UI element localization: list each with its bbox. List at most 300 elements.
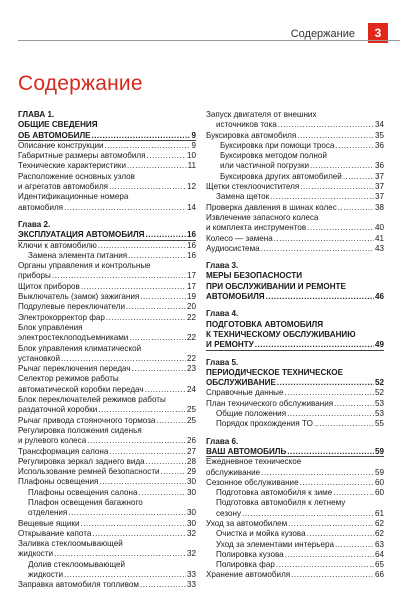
toc-entry-title: ОБ АВТОМОБИЛЕ xyxy=(18,130,91,140)
toc-page-number: 60 xyxy=(374,477,384,487)
toc-chapter-line xyxy=(206,282,384,292)
toc-entry xyxy=(18,161,196,171)
toc-entry-title: Замена элемента питания xyxy=(28,250,128,260)
toc-entry xyxy=(18,508,196,518)
dot-leader xyxy=(278,120,374,130)
toc-page-number: 43 xyxy=(374,243,384,253)
toc-entry-title: МЕРЫ БЕЗОПАСНОСТИ xyxy=(206,271,303,281)
toc-page-number: 22 xyxy=(186,312,196,322)
dot-leader xyxy=(270,192,374,202)
dot-leader xyxy=(127,161,187,171)
dot-leader xyxy=(61,354,186,364)
toc-page-number: 41 xyxy=(374,233,384,243)
toc-chapter-line xyxy=(206,330,384,340)
dot-leader xyxy=(291,570,374,580)
dot-leader xyxy=(338,203,374,213)
toc-entry-title: Ежедневное техническое xyxy=(206,457,302,467)
toc-page-number: 32 xyxy=(186,528,196,538)
toc-entry-title: Открывание капота xyxy=(18,528,92,538)
dot-leader xyxy=(287,409,374,419)
toc-entry xyxy=(18,519,196,529)
toc-entry xyxy=(18,416,196,426)
toc-page-number: 60 xyxy=(374,488,384,498)
toc-page-number: 36 xyxy=(374,161,384,171)
toc-entry-title: Плафоны освещения xyxy=(18,477,99,487)
toc-entry xyxy=(18,488,196,498)
toc-entry-title: Проверка давления в шинах колес xyxy=(206,202,337,212)
toc-entry xyxy=(206,203,384,213)
toc-entry-title: Буксировка других автомобилей xyxy=(220,171,342,181)
toc-page-number: 35 xyxy=(374,130,384,140)
dot-leader xyxy=(156,416,186,426)
toc-entry-title: Идентификационные номера xyxy=(18,192,129,202)
toc-entry-title: И РЕМОНТУ xyxy=(206,340,254,350)
dot-leader xyxy=(80,519,186,529)
dot-leader xyxy=(300,182,374,192)
toc-page-number: 38 xyxy=(374,202,384,212)
dot-leader xyxy=(307,223,374,233)
toc-page-number: 40 xyxy=(374,223,384,233)
toc-entry-title: Подрулевые переключатели xyxy=(18,302,126,312)
toc-entry-title: Заправка автомобиля топливом xyxy=(18,580,139,590)
dot-leader xyxy=(64,570,186,580)
toc-entry xyxy=(206,192,384,202)
toc-chapter-line xyxy=(18,120,196,130)
toc-entry xyxy=(206,457,384,467)
toc-entry-title: Блок управления климатической xyxy=(18,343,142,353)
toc-entry-title: Рычаг переключения передач xyxy=(18,364,131,374)
toc-chapter-line xyxy=(206,292,384,302)
toc-entry xyxy=(18,182,196,192)
toc-entry xyxy=(18,477,196,487)
toc-entry xyxy=(18,447,196,457)
toc-chapter-line xyxy=(206,271,384,281)
dot-leader xyxy=(132,364,186,374)
toc-page-number: 62 xyxy=(374,518,384,528)
toc-entry xyxy=(206,182,384,192)
toc-entry-title: Аудиосистема xyxy=(206,243,260,253)
toc-entry-title: и комплекта инструментов xyxy=(206,223,307,233)
toc-entry-title: Расположение основных узлов xyxy=(18,171,135,181)
toc-entry xyxy=(18,364,196,374)
toc-entry-title: сезону xyxy=(216,508,242,518)
toc-chapter-line xyxy=(206,368,384,378)
toc-entry xyxy=(206,560,384,570)
toc-entry xyxy=(18,385,196,395)
dot-leader xyxy=(128,251,186,261)
toc-entry-title: Электрокорректор фар xyxy=(18,312,105,322)
toc-entry-title: и рулевого колеса xyxy=(18,436,87,446)
toc-entry xyxy=(18,192,196,202)
toc-entry-title: ЭКСПЛУАТАЦИЯ АВТОМОБИЛЯ xyxy=(18,230,145,240)
toc-page-number: 53 xyxy=(374,409,384,419)
toc-entry xyxy=(206,388,384,398)
toc-chapter-line xyxy=(206,309,384,319)
toc-entry-title: установкой xyxy=(18,353,61,363)
dot-leader xyxy=(335,141,374,151)
dot-leader xyxy=(105,141,191,151)
toc-entry xyxy=(18,344,196,354)
toc-chapter-line xyxy=(206,261,384,271)
dot-leader xyxy=(64,203,186,213)
dot-leader xyxy=(81,282,186,292)
toc-chapter-line xyxy=(18,230,196,240)
toc-entry-title: План технического обслуживания xyxy=(206,398,334,408)
toc-page-number: 34 xyxy=(374,120,384,130)
dot-leader xyxy=(54,549,186,559)
toc-entry xyxy=(206,120,384,130)
toc-entry-title: жидкости xyxy=(28,570,64,580)
toc-entry xyxy=(18,333,196,343)
toc-entry xyxy=(18,570,196,580)
toc-entry-title: раздаточной коробки xyxy=(18,405,98,415)
toc-entry-title: К ТЕХНИЧЕСКОМУ ОБСЛУЖИВАНИЮ xyxy=(206,329,356,339)
toc-page-number: 10 xyxy=(186,151,196,161)
toc-entry-title: Извлечение запасного колеса xyxy=(206,212,319,222)
toc-entry-title: Колесо — замена xyxy=(206,233,273,243)
page-header xyxy=(0,0,400,44)
dot-leader xyxy=(161,467,186,477)
toc-page-number: 29 xyxy=(186,467,196,477)
toc-page-number: 17 xyxy=(186,271,196,281)
toc-page-number: 16 xyxy=(186,230,196,240)
toc-entry-title: ГЛАВА 1. xyxy=(18,110,55,119)
toc-entry-title: Уход за элементами интерьера xyxy=(216,539,334,549)
toc-entry xyxy=(206,223,384,233)
toc-entry xyxy=(18,271,196,281)
toc-entry xyxy=(18,203,196,213)
toc-entry-title: Буксировка методом полной xyxy=(220,151,327,161)
toc-entry xyxy=(18,405,196,415)
dot-leader xyxy=(129,333,186,343)
toc-entry-title: Очистка и мойка кузова xyxy=(216,529,306,539)
toc-entry xyxy=(18,313,196,323)
toc-entry xyxy=(18,426,196,436)
toc-entry xyxy=(18,374,196,384)
toc-page-number: 37 xyxy=(374,171,384,181)
toc-entry-title: Блок управления xyxy=(18,322,83,332)
toc-page-number: 23 xyxy=(186,364,196,374)
toc-entry-title: источников тока xyxy=(216,120,277,130)
dot-leader xyxy=(99,477,186,487)
toc-entry-title: Полировка фар xyxy=(216,560,275,570)
toc-page-number: 61 xyxy=(374,508,384,518)
toc-entry-title: Хранение автомобиля xyxy=(206,570,291,580)
toc-chapter-line xyxy=(206,320,384,330)
dot-leader xyxy=(288,519,374,529)
toc-entry xyxy=(206,570,384,580)
toc-entry-title: Селектор режимов работы xyxy=(18,374,119,384)
toc-page-number: 59 xyxy=(374,446,384,456)
dot-leader xyxy=(140,292,186,302)
toc-entry-title: ПРИ ОБСЛУЖИВАНИИ И РЕМОНТЕ xyxy=(206,281,346,291)
toc-chapter-line xyxy=(206,358,384,368)
toc-entry xyxy=(206,244,384,254)
toc-entry xyxy=(18,457,196,467)
toc-page-number: 26 xyxy=(186,436,196,446)
dot-leader xyxy=(92,529,186,539)
toc-entry-title: автоматической коробки передач xyxy=(18,384,144,394)
toc-entry xyxy=(18,302,196,312)
toc-page-number: 37 xyxy=(374,192,384,202)
toc-chapter-line xyxy=(18,110,196,120)
toc-entry xyxy=(18,560,196,570)
toc-entry-title: Плафон освещения багажного xyxy=(28,497,143,507)
dot-leader xyxy=(285,550,374,560)
running-head: Содержание xyxy=(290,28,355,40)
dot-leader xyxy=(109,182,186,192)
toc-page-number: 20 xyxy=(186,302,196,312)
toc-page-number: 14 xyxy=(186,202,196,212)
toc-entry-title: Выключатель (замок) зажигания xyxy=(18,292,140,302)
toc-entry-title: обслуживание xyxy=(206,467,261,477)
toc-page-number: 19 xyxy=(186,292,196,302)
toc-entry-title: Глава 2. xyxy=(18,219,51,229)
dot-leader xyxy=(145,385,186,395)
toc-entry xyxy=(206,141,384,151)
dot-leader xyxy=(126,302,186,312)
toc-entry-title: автомобиля xyxy=(18,202,64,212)
toc-entry xyxy=(206,519,384,529)
toc-entry-title: Технические характеристики xyxy=(18,161,126,171)
toc-entry xyxy=(18,151,196,161)
toc-entry-title: Справочные данные xyxy=(206,388,284,398)
toc-page-number: 16 xyxy=(186,240,196,250)
toc-page-number: 27 xyxy=(186,446,196,456)
toc-page-number: 28 xyxy=(186,456,196,466)
toc-entry xyxy=(206,213,384,223)
toc-page-number: 17 xyxy=(186,281,196,291)
toc-chapter-line xyxy=(206,437,384,447)
toc-page-number: 59 xyxy=(374,467,384,477)
toc-entry xyxy=(206,468,384,478)
dot-leader xyxy=(297,131,374,141)
toc-entry xyxy=(206,550,384,560)
toc-page-number: 25 xyxy=(186,415,196,425)
toc-page-number: 30 xyxy=(186,508,196,518)
toc-entry xyxy=(18,172,196,182)
toc-page-number: 36 xyxy=(374,140,384,150)
toc-entry-title: Замена щеток xyxy=(216,192,270,202)
toc-entry xyxy=(206,151,384,161)
toc-page-number: 33 xyxy=(186,580,196,590)
toc-entry xyxy=(206,540,384,550)
dot-leader xyxy=(98,405,186,415)
toc-entry-title: электростеклоподъемниками xyxy=(18,333,129,343)
toc-entry xyxy=(18,467,196,477)
toc-entry-title: отделения xyxy=(28,508,68,518)
toc-page-number: 66 xyxy=(374,570,384,580)
dot-leader xyxy=(242,509,374,519)
toc-entry-title: Использование ремней безопасности xyxy=(18,467,160,477)
toc-entry xyxy=(18,323,196,333)
toc-page-number: 12 xyxy=(186,182,196,192)
toc-entry-title: Трансформация салона xyxy=(18,446,109,456)
toc-page-number: 9 xyxy=(191,130,196,140)
dot-leader xyxy=(146,457,186,467)
toc-page-number: 30 xyxy=(186,487,196,497)
toc-page-number: 55 xyxy=(374,419,384,429)
toc-entry-title: Глава 5. xyxy=(206,357,239,367)
header-rule xyxy=(18,40,400,41)
toc-entry xyxy=(206,110,384,120)
dot-leader xyxy=(106,313,186,323)
toc-chapter-line xyxy=(206,447,384,457)
toc-entry xyxy=(18,282,196,292)
toc-page-number: 63 xyxy=(374,539,384,549)
toc-entry xyxy=(18,261,196,271)
toc-entry-title: ПЕРИОДИЧЕСКОЕ ТЕХНИЧЕСКОЕ xyxy=(206,367,343,377)
dot-leader xyxy=(139,488,186,498)
toc-entry-title: Габаритные размеры автомобиля xyxy=(18,151,146,161)
chapter-underline xyxy=(206,302,384,303)
toc-chapter-line xyxy=(206,378,384,388)
toc-entry-title: и агрегатов автомобиля xyxy=(18,182,109,192)
dot-leader xyxy=(343,172,374,182)
toc-page-number: 30 xyxy=(186,477,196,487)
toc-entry-title: Органы управления и контрольные xyxy=(18,261,151,271)
toc-entry xyxy=(18,292,196,302)
toc-entry-title: Заливка стеклоомывающей xyxy=(18,539,123,549)
toc-chapter-line xyxy=(18,131,196,141)
toc-entry xyxy=(206,529,384,539)
toc-entry xyxy=(206,172,384,182)
toc-entry xyxy=(18,241,196,251)
toc-page-number: 46 xyxy=(374,292,384,302)
toc-page-number: 62 xyxy=(374,529,384,539)
toc-entry-title: жидкости xyxy=(18,549,54,559)
toc-entry-title: Плафоны освещения салона xyxy=(28,487,138,497)
toc-left-column xyxy=(18,110,196,591)
toc-entry xyxy=(206,161,384,171)
toc-right-column xyxy=(206,110,384,581)
toc-entry xyxy=(18,529,196,539)
toc-page-number: 22 xyxy=(186,353,196,363)
toc-entry xyxy=(18,251,196,261)
toc-entry-title: приборы xyxy=(18,271,51,281)
toc-page-number: 16 xyxy=(186,250,196,260)
toc-entry-title: Буксировка при помощи троса xyxy=(220,140,335,150)
dot-leader xyxy=(261,244,374,254)
toc-page-number: 32 xyxy=(186,549,196,559)
chapter-underline xyxy=(206,350,384,351)
toc-entry xyxy=(206,234,384,244)
toc-entry xyxy=(18,395,196,405)
page-number-badge: 3 xyxy=(368,23,388,43)
toc-entry xyxy=(206,498,384,508)
toc-entry-title: Запуск двигателя от внешних xyxy=(206,110,317,119)
toc-page-number: 9 xyxy=(191,140,196,150)
toc-page-number: 52 xyxy=(374,388,384,398)
dot-leader xyxy=(276,560,374,570)
toc-entry-title: ОБЩИЕ СВЕДЕНИЯ xyxy=(18,120,98,130)
toc-chapter-line xyxy=(18,220,196,230)
toc-entry-title: ОБСЛУЖИВАНИЕ xyxy=(206,378,276,388)
toc-entry xyxy=(18,539,196,549)
toc-page-number: 25 xyxy=(186,405,196,415)
toc-page-number: 52 xyxy=(374,378,384,388)
toc-entry xyxy=(18,549,196,559)
toc-entry-title: Полировка кузова xyxy=(216,549,284,559)
toc-entry xyxy=(18,436,196,446)
dot-leader xyxy=(274,234,374,244)
toc-entry-title: Регулировка положения сиденья xyxy=(18,425,142,435)
toc-entry xyxy=(206,488,384,498)
dot-leader xyxy=(310,161,374,171)
dot-leader xyxy=(146,151,186,161)
toc-page-number: 11 xyxy=(187,161,196,171)
toc-entry-title: Общие положения xyxy=(216,409,287,419)
toc-entry-title: Долив стеклоомывающей xyxy=(28,559,126,569)
dot-leader xyxy=(140,580,186,590)
toc-entry-title: Подготовка автомобиля к зиме xyxy=(216,488,333,498)
toc-entry xyxy=(206,419,384,429)
dot-leader xyxy=(335,540,374,550)
toc-entry-title: Глава 4. xyxy=(206,309,239,319)
toc-entry-title: Блок переключателей режимов работы xyxy=(18,395,166,405)
dot-leader xyxy=(87,436,186,446)
toc-entry-title: Подготовка автомобиля к летнему xyxy=(216,498,346,508)
toc-entry-title: Рычаг привода стояночного тормоза xyxy=(18,415,156,425)
toc-entry-title: ПОДГОТОВКА АВТОМОБИЛЯ xyxy=(206,319,324,329)
toc-chapter-line xyxy=(206,340,384,350)
toc-entry xyxy=(18,580,196,590)
dot-leader xyxy=(98,241,186,251)
toc-entry-title: Уход за автомобилем xyxy=(206,518,288,528)
toc-page-number: 30 xyxy=(186,518,196,528)
toc-entry-title: Щиток приборов xyxy=(18,281,80,291)
dot-leader xyxy=(333,488,374,498)
toc-page-number: 65 xyxy=(374,560,384,570)
toc-entry-title: Описание конструкции xyxy=(18,140,104,150)
toc-page-number: 33 xyxy=(186,570,196,580)
dot-leader xyxy=(68,508,186,518)
toc-entry xyxy=(206,131,384,141)
toc-entry-title: Ключи к автомобилю xyxy=(18,240,97,250)
toc-page-number: 24 xyxy=(186,384,196,394)
toc-entry xyxy=(18,141,196,151)
toc-entry-title: Щетки стеклоочистителя xyxy=(206,182,300,192)
page-title: Содержание xyxy=(18,72,143,95)
toc-page-number: 22 xyxy=(186,333,196,343)
dot-leader xyxy=(307,529,374,539)
toc-entry-title: Буксировка автомобиля xyxy=(206,130,297,140)
toc-page-number: 37 xyxy=(374,182,384,192)
dot-leader xyxy=(300,478,374,488)
toc-entry-title: Сезонное обслуживание xyxy=(206,477,299,487)
toc-page-number: 64 xyxy=(374,549,384,559)
toc-entry-title: АВТОМОБИЛЯ xyxy=(206,292,265,302)
dot-leader xyxy=(334,399,374,409)
dot-leader xyxy=(52,271,186,281)
dot-leader xyxy=(109,447,186,457)
toc-entry-title: Регулировка зеркал заднего вида xyxy=(18,456,145,466)
toc-entry xyxy=(18,354,196,364)
toc-entry-title: Вещевые ящики xyxy=(18,518,80,528)
dot-leader xyxy=(314,419,374,429)
dot-leader xyxy=(261,468,374,478)
dot-leader xyxy=(285,388,374,398)
toc-entry xyxy=(206,409,384,419)
toc-entry-title: ВАШ АВТОМОБИЛЬ xyxy=(206,446,287,456)
toc-page-number: 49 xyxy=(374,340,384,350)
toc-entry xyxy=(18,498,196,508)
toc-entry-title: Глава 6. xyxy=(206,436,239,446)
toc-entry xyxy=(206,399,384,409)
toc-entry-title: Порядок прохождения ТО xyxy=(216,419,313,429)
toc-page-number: 53 xyxy=(374,398,384,408)
toc-entry-title: или частичной погрузки xyxy=(220,161,310,171)
